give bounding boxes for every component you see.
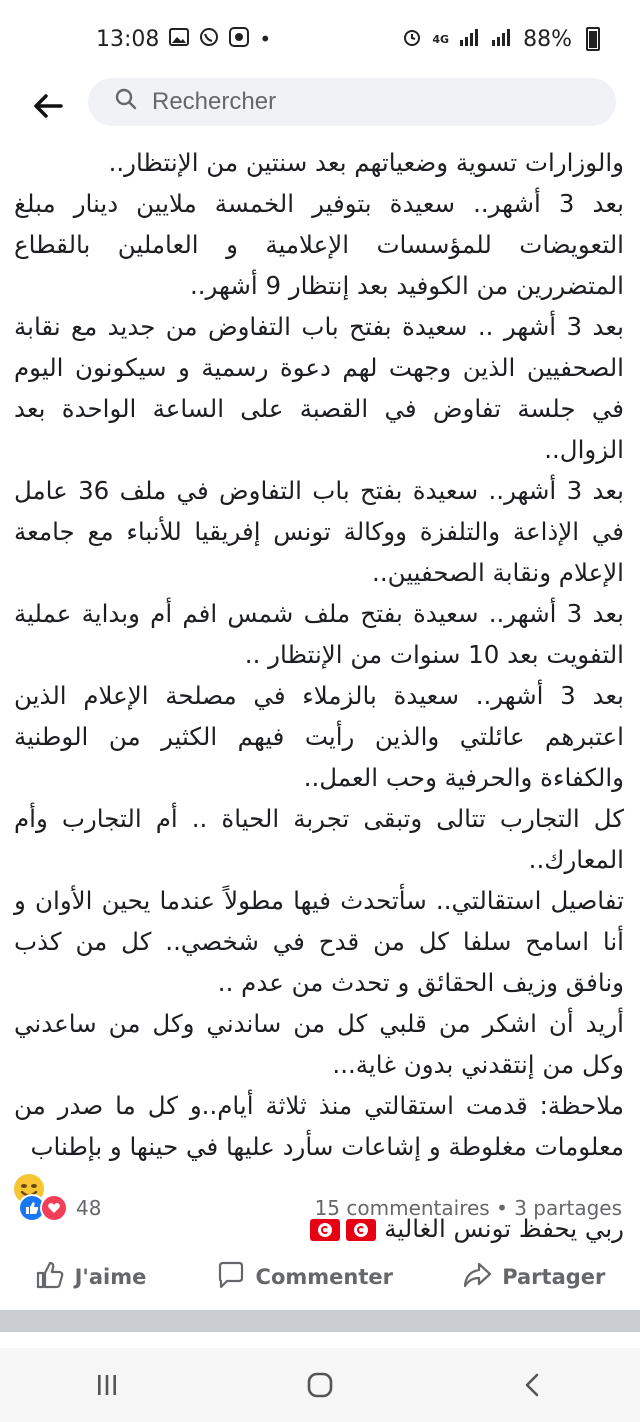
search-bar[interactable] [88, 78, 616, 126]
back-nav-icon[interactable] [503, 1355, 563, 1415]
status-time: 13:08 [96, 26, 160, 52]
closing-text: ربي يحفظ تونس الغالية [384, 1214, 624, 1243]
thumbs-up-icon [35, 1260, 65, 1295]
back-arrow-icon[interactable] [20, 82, 76, 130]
status-left [96, 27, 271, 52]
like-label: J'aime [74, 1265, 147, 1289]
reaction-counts[interactable] [18, 1194, 101, 1222]
signal-icon-2 [491, 27, 513, 52]
love-reaction-icon [40, 1194, 68, 1222]
post-paragraph: ملاحظة: قدمت استقالتي منذ ثلاثة أيام..و كل ما صدر من معلومات مغلوطة و إشاعات سأرد عليها في حينها و بإطناب [14, 1091, 624, 1161]
gallery-icon [169, 28, 189, 51]
status-right [402, 27, 600, 52]
comment-bubble-icon [216, 1260, 246, 1295]
battery-icon [586, 27, 600, 51]
recent-apps-icon[interactable] [77, 1355, 137, 1415]
status-bar [0, 0, 640, 78]
reaction-count: 48 [76, 1196, 102, 1220]
search-header [0, 78, 640, 134]
post-paragraph: تفاصيل استقالتي.. سأتحدث فيها مطولاً عندما يحين الأوان و أنا اسامح سلفا كل من قدح في شخصي.. كل من كذب ونافق وزيف الحقائق و تحدث من عدم .. [14, 886, 624, 997]
whatsapp-icon [199, 27, 219, 52]
home-icon[interactable] [290, 1355, 350, 1415]
share-button[interactable] [462, 1260, 605, 1295]
post-paragraph: بعد 3 أشهر .. سعيدة بفتح باب التفاوض من جديد مع نقابة الصحفيين الذين وجهت لهم دعوة رسمية و سيكونون اليوم في جلسة تفاوض في القصبة على الساعة الواحدة بعد الزوال.. [14, 312, 624, 464]
post-paragraph: كل التجارب تتالى وتبقى تجربة الحياة .. أم التجارب وأم المعارك.. [14, 804, 624, 874]
search-input[interactable] [150, 87, 554, 117]
post-paragraph: بعد 3 أشهر.. سعيدة بفتح باب التفاوض في ملف 36 عامل في الإذاعة والتلفزة ووكالة تونس إفريقيا للأنباء مع جامعة الإعلام ونقابة الصحفيين.. [14, 476, 624, 587]
more-notifications-dot-icon: • [259, 27, 272, 51]
post-paragraph: أريد أن اشكر من قلبي كل من ساندني وكل من ساعدني وكل من إنتقدني بدون غاية... [14, 1009, 624, 1079]
post-paragraph: بعد 3 أشهر.. سعيدة بتوفير الخمسة ملايين دينار مبلغ التعويضات للمؤسسات الإعلامية و العاملين بالقطاع المتضررين من الكوفيد بعد إنتظار 9 أشهر.. [14, 189, 624, 300]
share-label: Partager [502, 1265, 606, 1289]
battery-level: 88% [523, 26, 572, 52]
comment-button[interactable] [216, 1260, 393, 1295]
post-actions [0, 1246, 640, 1308]
search-icon [114, 87, 138, 117]
like-button[interactable] [35, 1260, 147, 1295]
network-type: 4G [432, 32, 450, 46]
share-arrow-icon [462, 1260, 492, 1295]
comment-label: Commenter [255, 1265, 393, 1289]
section-divider [0, 1310, 640, 1332]
post-paragraph: بعد 3 أشهر.. سعيدة بفتح ملف شمس افم أم وبداية عملية التفويت بعد 10 سنوات من الإنتظار .. [14, 599, 624, 669]
signal-icon [459, 27, 481, 52]
reactions-summary[interactable] [0, 1188, 640, 1228]
post-paragraph: والوزارات تسوية وضعياتهم بعد سنتين من الإنتظار.. [108, 148, 624, 177]
system-navigation-bar [0, 1348, 640, 1422]
comments-shares-summary[interactable]: 15 commentaires • 3 partages [314, 1196, 622, 1220]
alarm-icon [402, 27, 422, 52]
app-notification-icon [229, 27, 249, 52]
post-paragraph: بعد 3 أشهر.. سعيدة بالزملاء في مصلحة الإعلام الذين اعتبرهم عائلتي والذين رأيت فيهم الكثير من الوطنية والكفاءة والحرفية وحب العمل.. [14, 681, 624, 792]
